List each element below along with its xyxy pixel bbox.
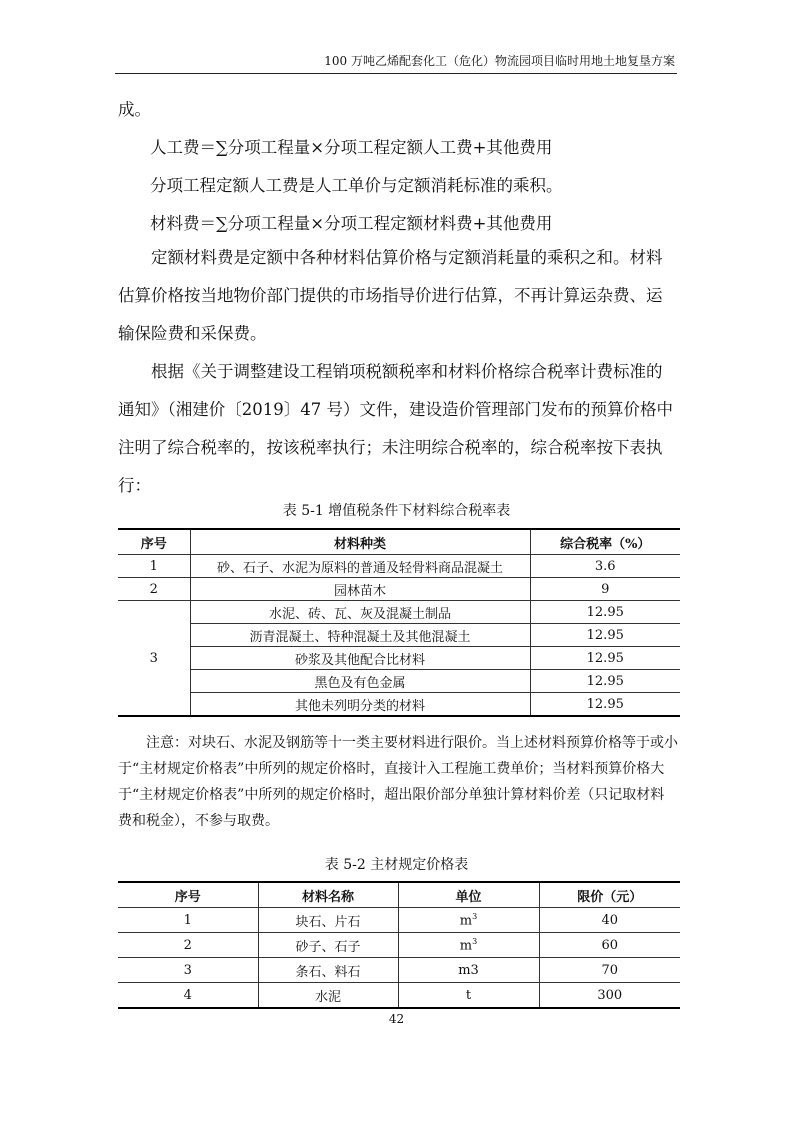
formula-labor-cost: 人工费＝∑分项工程量×分项工程定额人工费+其他费用 <box>150 138 553 157</box>
cell-material: 其他未列明分类的材料 <box>190 693 530 717</box>
running-header: 100 万吨乙烯配套化工（危化）物流园项目临时用地土地复垦方案 <box>324 54 675 68</box>
cell-rate: 12.95 <box>530 647 680 670</box>
cell-rate: 12.95 <box>530 670 680 693</box>
table-row <box>118 693 680 717</box>
cell-material: 砂、石子、水泥为原料的普通及轻骨料商品混凝土 <box>190 555 530 578</box>
table2-caption: 表 5-2 主材规定价格表 <box>324 857 469 873</box>
cell-unit: t <box>398 983 539 1009</box>
table-row <box>118 933 680 958</box>
cell-material: 黑色及有色金属 <box>190 670 530 693</box>
cell-material-name: 条石、料石 <box>258 958 398 983</box>
column-header-index: 序号 <box>118 529 190 555</box>
table-header-row <box>118 529 680 555</box>
cell-index: 2 <box>118 933 258 958</box>
formula-material-cost: 材料费＝∑分项工程量×分项工程定额材料费+其他费用 <box>150 214 553 233</box>
cell-material: 沥青混凝土、特种混凝土及其他混凝土 <box>190 624 530 647</box>
table-header-row <box>118 882 680 908</box>
column-header-material-name: 材料名称 <box>258 882 398 908</box>
cell-rate: 12.95 <box>530 693 680 717</box>
header-rule <box>115 73 677 74</box>
unit-exponent: 3 <box>472 936 478 946</box>
table-row <box>118 647 680 670</box>
cell-unit: m3 <box>398 958 539 983</box>
cell-index: 1 <box>118 908 258 933</box>
cell-index: 4 <box>118 983 258 1009</box>
table-row <box>118 983 680 1009</box>
formula-labor-definition: 分项工程定额人工费是人工单价与定额消耗标准的乘积。 <box>150 176 563 195</box>
column-header-tax-rate: 综合税率（%） <box>530 529 680 555</box>
cell-material-name: 水泥 <box>258 983 398 1009</box>
paragraph-continuation: 成。 <box>118 100 151 119</box>
table-row <box>118 601 680 624</box>
cell-unit <box>398 933 539 958</box>
cell-index: 3 <box>118 958 258 983</box>
material-tax-rate-table <box>118 528 680 717</box>
paragraph-tax-reference: 根据《关于调整建设工程销项税额税率和材料价格综合税率计费标准的通知》（湘建价〔2019〕47 号）文件，建设造价管理部门发布的预算价格中注明了综合税率的，按该税率执行；未注明综合税率的，综合税率按下表执行： <box>118 362 673 495</box>
cell-rate: 12.95 <box>530 601 680 624</box>
table-row <box>118 670 680 693</box>
page-number: 42 <box>388 1012 405 1026</box>
cell-material: 水泥、砖、瓦、灰及混凝土制品 <box>190 601 530 624</box>
cell-material: 园林苗木 <box>190 578 530 601</box>
cell-index: 3 <box>118 601 190 717</box>
cell-price: 40 <box>539 908 680 933</box>
table-row <box>118 555 680 578</box>
cell-index: 1 <box>118 555 190 578</box>
cell-material: 砂浆及其他配合比材料 <box>190 647 530 670</box>
table-note: 注意：对块石、水泥及钢筋等十一类主要材料进行限价。当上述材料预算价格等于或小于“主材规定价格表”中所列的规定价格时，直接计入工程施工费单价；当材料预算价格大于“主材规定价格表”中所列的规定价格时，超出限价部分单独计算材料价差（只记取材料费和税金），不参与取费。 <box>118 735 678 829</box>
column-header-index: 序号 <box>118 882 258 908</box>
table-row <box>118 958 680 983</box>
cell-index: 2 <box>118 578 190 601</box>
cell-unit <box>398 908 539 933</box>
unit-base: m <box>459 938 473 954</box>
cell-rate: 9 <box>530 578 680 601</box>
material-price-limit-table <box>118 881 680 1009</box>
table-row <box>118 578 680 601</box>
cell-rate: 12.95 <box>530 624 680 647</box>
column-header-price-limit: 限价（元） <box>539 882 680 908</box>
table-row <box>118 908 680 933</box>
unit-exponent: 3 <box>472 911 478 921</box>
column-header-unit: 单位 <box>398 882 539 908</box>
table-row <box>118 624 680 647</box>
unit-base: m <box>459 913 473 929</box>
column-header-material-type: 材料种类 <box>190 529 530 555</box>
cell-price: 300 <box>539 983 680 1009</box>
paragraph-material-price: 定额材料费是定额中各种材料估算价格与定额消耗量的乘积之和。材料估算价格按当地物价部门提供的市场指导价进行估算，不再计算运杂费、运输保险费和采保费。 <box>118 248 663 343</box>
cell-material-name: 块石、片石 <box>258 908 398 933</box>
table1-caption: 表 5-1 增值税条件下材料综合税率表 <box>282 503 511 519</box>
cell-material-name: 砂子、石子 <box>258 933 398 958</box>
cell-rate: 3.6 <box>530 555 680 578</box>
cell-price: 70 <box>539 958 680 983</box>
cell-price: 60 <box>539 933 680 958</box>
